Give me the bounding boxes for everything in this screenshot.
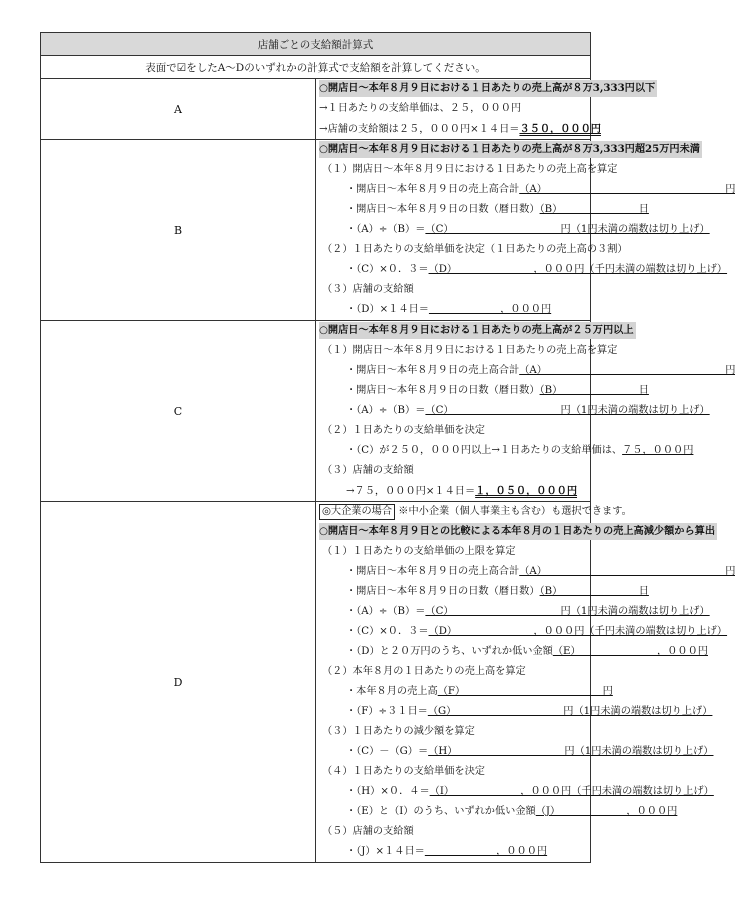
large-company-box: ◎大企業の場合 — [319, 504, 395, 520]
section-a-condition: ○開店日～本年８月９日における１日あたりの売上高が８万3,333円以下 — [319, 80, 657, 97]
section-d-blank-b: （B） 日 — [539, 586, 649, 597]
section-d-step-heading: （５）店舗の支給額 — [322, 826, 414, 837]
section-d-step-heading: （４）１日あたりの支給単価を決定 — [322, 766, 485, 777]
section-d-item-label: ・（C）×０．３＝ — [346, 626, 429, 637]
section-b-blank-b: （B） 日 — [539, 204, 649, 215]
section-d-item-label: ・本年８月の売上高 — [346, 686, 438, 697]
section-d-step-heading: （１）１日あたりの支給単価の上限を算定 — [322, 546, 516, 557]
section-d-blank-i: （I） ，０００円（千円未満の端数は切り上げ） — [429, 786, 714, 797]
section-c-formula: →７５，０００円×１４日＝ — [346, 486, 476, 497]
section-d-blank-d: （D） ，０００円（千円未満の端数は切り上げ） — [428, 626, 728, 637]
section-a-label: A — [41, 79, 316, 140]
section-d-step-heading: （２）本年８月の１日あたりの売上高を算定 — [322, 666, 526, 677]
instruction-text: 表面で☑をしたA～Dのいずれかの計算式で支給額を計算してください。 — [41, 56, 591, 79]
section-d-blank-h: （H） 円（1円未満の端数は切り上げ） — [428, 746, 714, 757]
section-d-item-label: ・（C）－（G）＝ — [346, 746, 429, 757]
section-b-blank-d: （D） ，０００円（千円未満の端数は切り上げ） — [428, 264, 728, 275]
section-c-step-heading: （３）店舗の支給額 — [322, 465, 414, 476]
section-a — [41, 79, 591, 140]
section-d-blank-c: （C） 円（1円未満の端数は切り上げ） — [425, 606, 710, 617]
section-c-item-label: ・（A）÷（B）＝ — [346, 405, 426, 416]
section-b-step-heading: （３）店舗の支給額 — [322, 284, 414, 295]
section-a-unit-price: →１日あたりの支給単価は、２５，０００円 — [319, 103, 522, 114]
section-d-item-label: ・（H）×０．４＝ — [346, 786, 430, 797]
section-c-item-label: ・（C）が２５０，０００円以上→１日あたりの支給単価は、 — [346, 445, 623, 456]
section-d-blank-e: （E） ，０００円 — [552, 646, 708, 657]
calculation-table — [40, 32, 735, 863]
section-c-blank-c: （C） 円（1円未満の端数は切り上げ） — [425, 405, 710, 416]
section-a-formula: →店舗の支給額は２５，０００円×１４日＝ — [319, 124, 520, 135]
section-a-body — [316, 79, 656, 140]
section-a-amount: ３５０，０００円 — [519, 123, 601, 135]
section-d-blank-g: （G） 円（1円未満の端数は切り上げ） — [427, 706, 713, 717]
table-title: 店舗ごとの支給額計算式 — [41, 33, 591, 56]
section-b — [41, 140, 591, 321]
section-d-body — [316, 502, 735, 863]
section-d-item-label: ・（A）÷（B）＝ — [346, 606, 426, 617]
sme-note: ※中小企業（個人事業主も含む）も選択できます。 — [398, 506, 632, 517]
section-b-blank-c: （C） 円（1円未満の端数は切り上げ） — [425, 224, 710, 235]
section-c-body — [316, 321, 735, 502]
section-b-blank-total: ，０００円 — [428, 304, 552, 315]
section-d-item-label: ・開店日～本年８月９日の日数（暦日数） — [346, 586, 540, 597]
section-d-label: D — [41, 502, 316, 863]
section-c — [41, 321, 591, 502]
section-c-step-heading: （２）１日あたりの支給単価を決定 — [322, 425, 485, 436]
section-c-step-heading: （１）開店日～本年８月９日における１日あたりの売上高を算定 — [322, 345, 618, 356]
section-d-item-label: ・（D）と２０万円のうち、いずれか低い金額 — [346, 646, 553, 657]
section-b-item-label: ・開店日～本年８月９日の売上高合計 — [346, 184, 520, 195]
section-d-blank-f: （F） 円 — [437, 686, 613, 697]
section-c-amount: １，０５０，０００円 — [475, 485, 578, 497]
section-b-blank-a: （A） 円 — [519, 184, 735, 195]
section-d-item-label: ・（F）÷３１日＝ — [346, 706, 428, 717]
section-d-item-label: ・開店日～本年８月９日の売上高合計 — [346, 566, 520, 577]
section-d-blank-a: （A） 円 — [519, 566, 735, 577]
section-c-blank-b: （B） 日 — [539, 385, 649, 396]
section-c-item-label: ・開店日～本年８月９日の売上高合計 — [346, 365, 520, 376]
section-c-blank-a: （A） 円 — [519, 365, 735, 376]
section-b-item-label: ・（A）÷（B）＝ — [346, 224, 426, 235]
section-d-item-label: ・（J）×１４日＝ — [346, 846, 425, 857]
section-d-step-heading: （３）１日あたりの減少額を算定 — [322, 726, 475, 737]
section-b-item-label: ・開店日～本年８月９日の日数（暦日数） — [346, 204, 540, 215]
section-b-label: B — [41, 140, 316, 321]
section-d — [41, 502, 591, 863]
section-c-condition: ○開店日～本年８月９日における１日あたりの売上高が２５万円以上 — [319, 322, 636, 339]
section-b-condition: ○開店日～本年８月９日における１日あたりの売上高が８万3,333円超25万円未満 — [319, 141, 702, 158]
section-b-step-heading: （２）１日あたりの支給単価を決定（１日あたりの売上高の３割） — [322, 244, 628, 255]
section-d-condition: ○開店日～本年８月９日との比較による本年８月の１日あたりの売上高減少額から算出 — [319, 523, 717, 540]
section-b-body — [316, 140, 735, 321]
section-c-label: C — [41, 321, 316, 502]
section-b-item-label: ・（C）×０．３＝ — [346, 264, 429, 275]
section-b-step-heading: （１）開店日～本年８月９日における１日あたりの売上高を算定 — [322, 164, 618, 175]
section-c-unit-price: ７５，０００円 — [622, 445, 694, 456]
section-c-item-label: ・開店日～本年８月９日の日数（暦日数） — [346, 385, 540, 396]
section-b-item-label: ・（D）×１４日＝ — [346, 304, 429, 315]
section-d-blank-j: （J） ，０００円 — [535, 806, 678, 817]
section-d-item-label: ・（E）と（I）のうち、いずれか低い金額 — [346, 806, 536, 817]
section-d-blank-total: ，０００円 — [424, 846, 548, 857]
